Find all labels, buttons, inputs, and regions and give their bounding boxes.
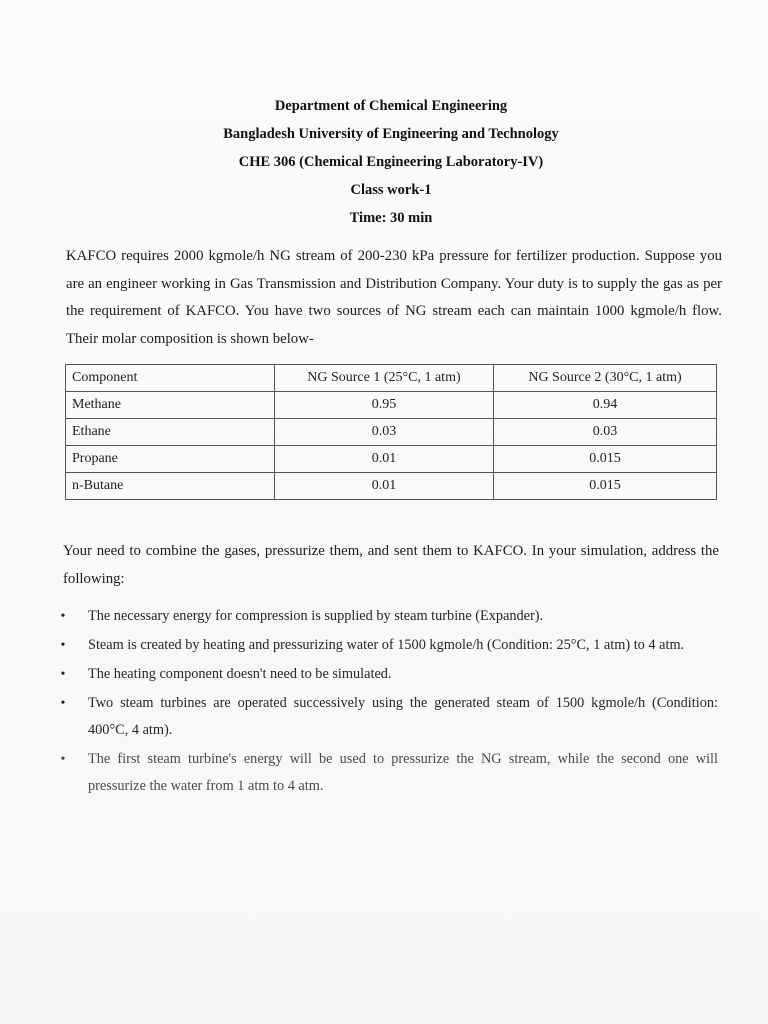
column-header-source-2: NG Source 2 (30°C, 1 atm): [494, 365, 717, 392]
table-cell-source-1: 0.01: [274, 473, 493, 500]
bullet-icon: •: [60, 609, 66, 624]
list-item: [58, 603, 718, 630]
composition-table: [65, 364, 717, 500]
intro-paragraph: KAFCO requires 2000 kgmole/h NG stream of 200-230 kPa pressure for fertilizer production. Suppose you are an engineer working in Gas Transmission and Distribution Company. Your duty is to supply the gas as per the requirement of KAFCO. You have two sources of NG stream each can maintain 1000 kgmole/h flow. Their molar composition is shown below-: [66, 248, 722, 347]
list-item: [58, 632, 718, 659]
table-cell-source-2: 0.03: [494, 419, 717, 446]
list-item-text: The heating component doesn't need to be simulated.: [88, 666, 392, 682]
bullet-icon: •: [60, 752, 66, 767]
table-cell-component: Ethane: [66, 419, 275, 446]
document-header: [0, 92, 768, 232]
table-cell-source-1: 0.01: [274, 446, 493, 473]
classwork-title: Class work-1: [350, 182, 432, 198]
bullet-icon: •: [60, 638, 66, 653]
list-item-text: The necessary energy for compression is supplied by steam turbine (Expander).: [88, 608, 544, 624]
time-limit: Time: 30 min: [349, 210, 433, 226]
table-row: [66, 473, 717, 500]
list-item-text: Two steam turbines are operated successively using the generated steam of 1500 kgmole/h (Condition: 400°C, 4 atm).: [88, 695, 718, 738]
list-item: [58, 661, 718, 688]
column-header-source-1: NG Source 1 (25°C, 1 atm): [274, 365, 493, 392]
list-item-text: The first steam turbine's energy will be used to pressurize the NG stream, while the second one will pressurize the water from 1 atm to 4 atm.: [88, 751, 718, 794]
list-item-text: Steam is created by heating and pressurizing water of 1500 kgmole/h (Condition: 25°C, 1 atm) to 4 atm.: [88, 637, 685, 653]
table-row: [66, 392, 717, 419]
table-cell-component: Methane: [66, 392, 275, 419]
table-row: [66, 446, 717, 473]
table-row: [66, 419, 717, 446]
requirements-list: [58, 603, 718, 802]
bullet-icon: •: [60, 667, 66, 682]
table-cell-source-1: 0.95: [274, 392, 493, 419]
table-cell-component: n-Butane: [66, 473, 275, 500]
list-item: [58, 690, 718, 744]
list-item: [58, 746, 718, 800]
university-title: Bangladesh University of Engineering and Technology: [223, 126, 559, 142]
bullet-icon: •: [60, 696, 66, 711]
department-title: Department of Chemical Engineering: [274, 98, 508, 114]
table-cell-source-2: 0.94: [494, 392, 717, 419]
course-title: CHE 306 (Chemical Engineering Laboratory-IV): [238, 154, 544, 170]
table-header-row: [66, 365, 717, 392]
table-cell-component: Propane: [66, 446, 275, 473]
instructions-paragraph: Your need to combine the gases, pressurize them, and sent them to KAFCO. In your simulation, address the following:: [63, 543, 719, 587]
table-cell-source-1: 0.03: [274, 419, 493, 446]
table-cell-source-2: 0.015: [494, 473, 717, 500]
table-cell-source-2: 0.015: [494, 446, 717, 473]
column-header-component: Component: [66, 365, 275, 392]
